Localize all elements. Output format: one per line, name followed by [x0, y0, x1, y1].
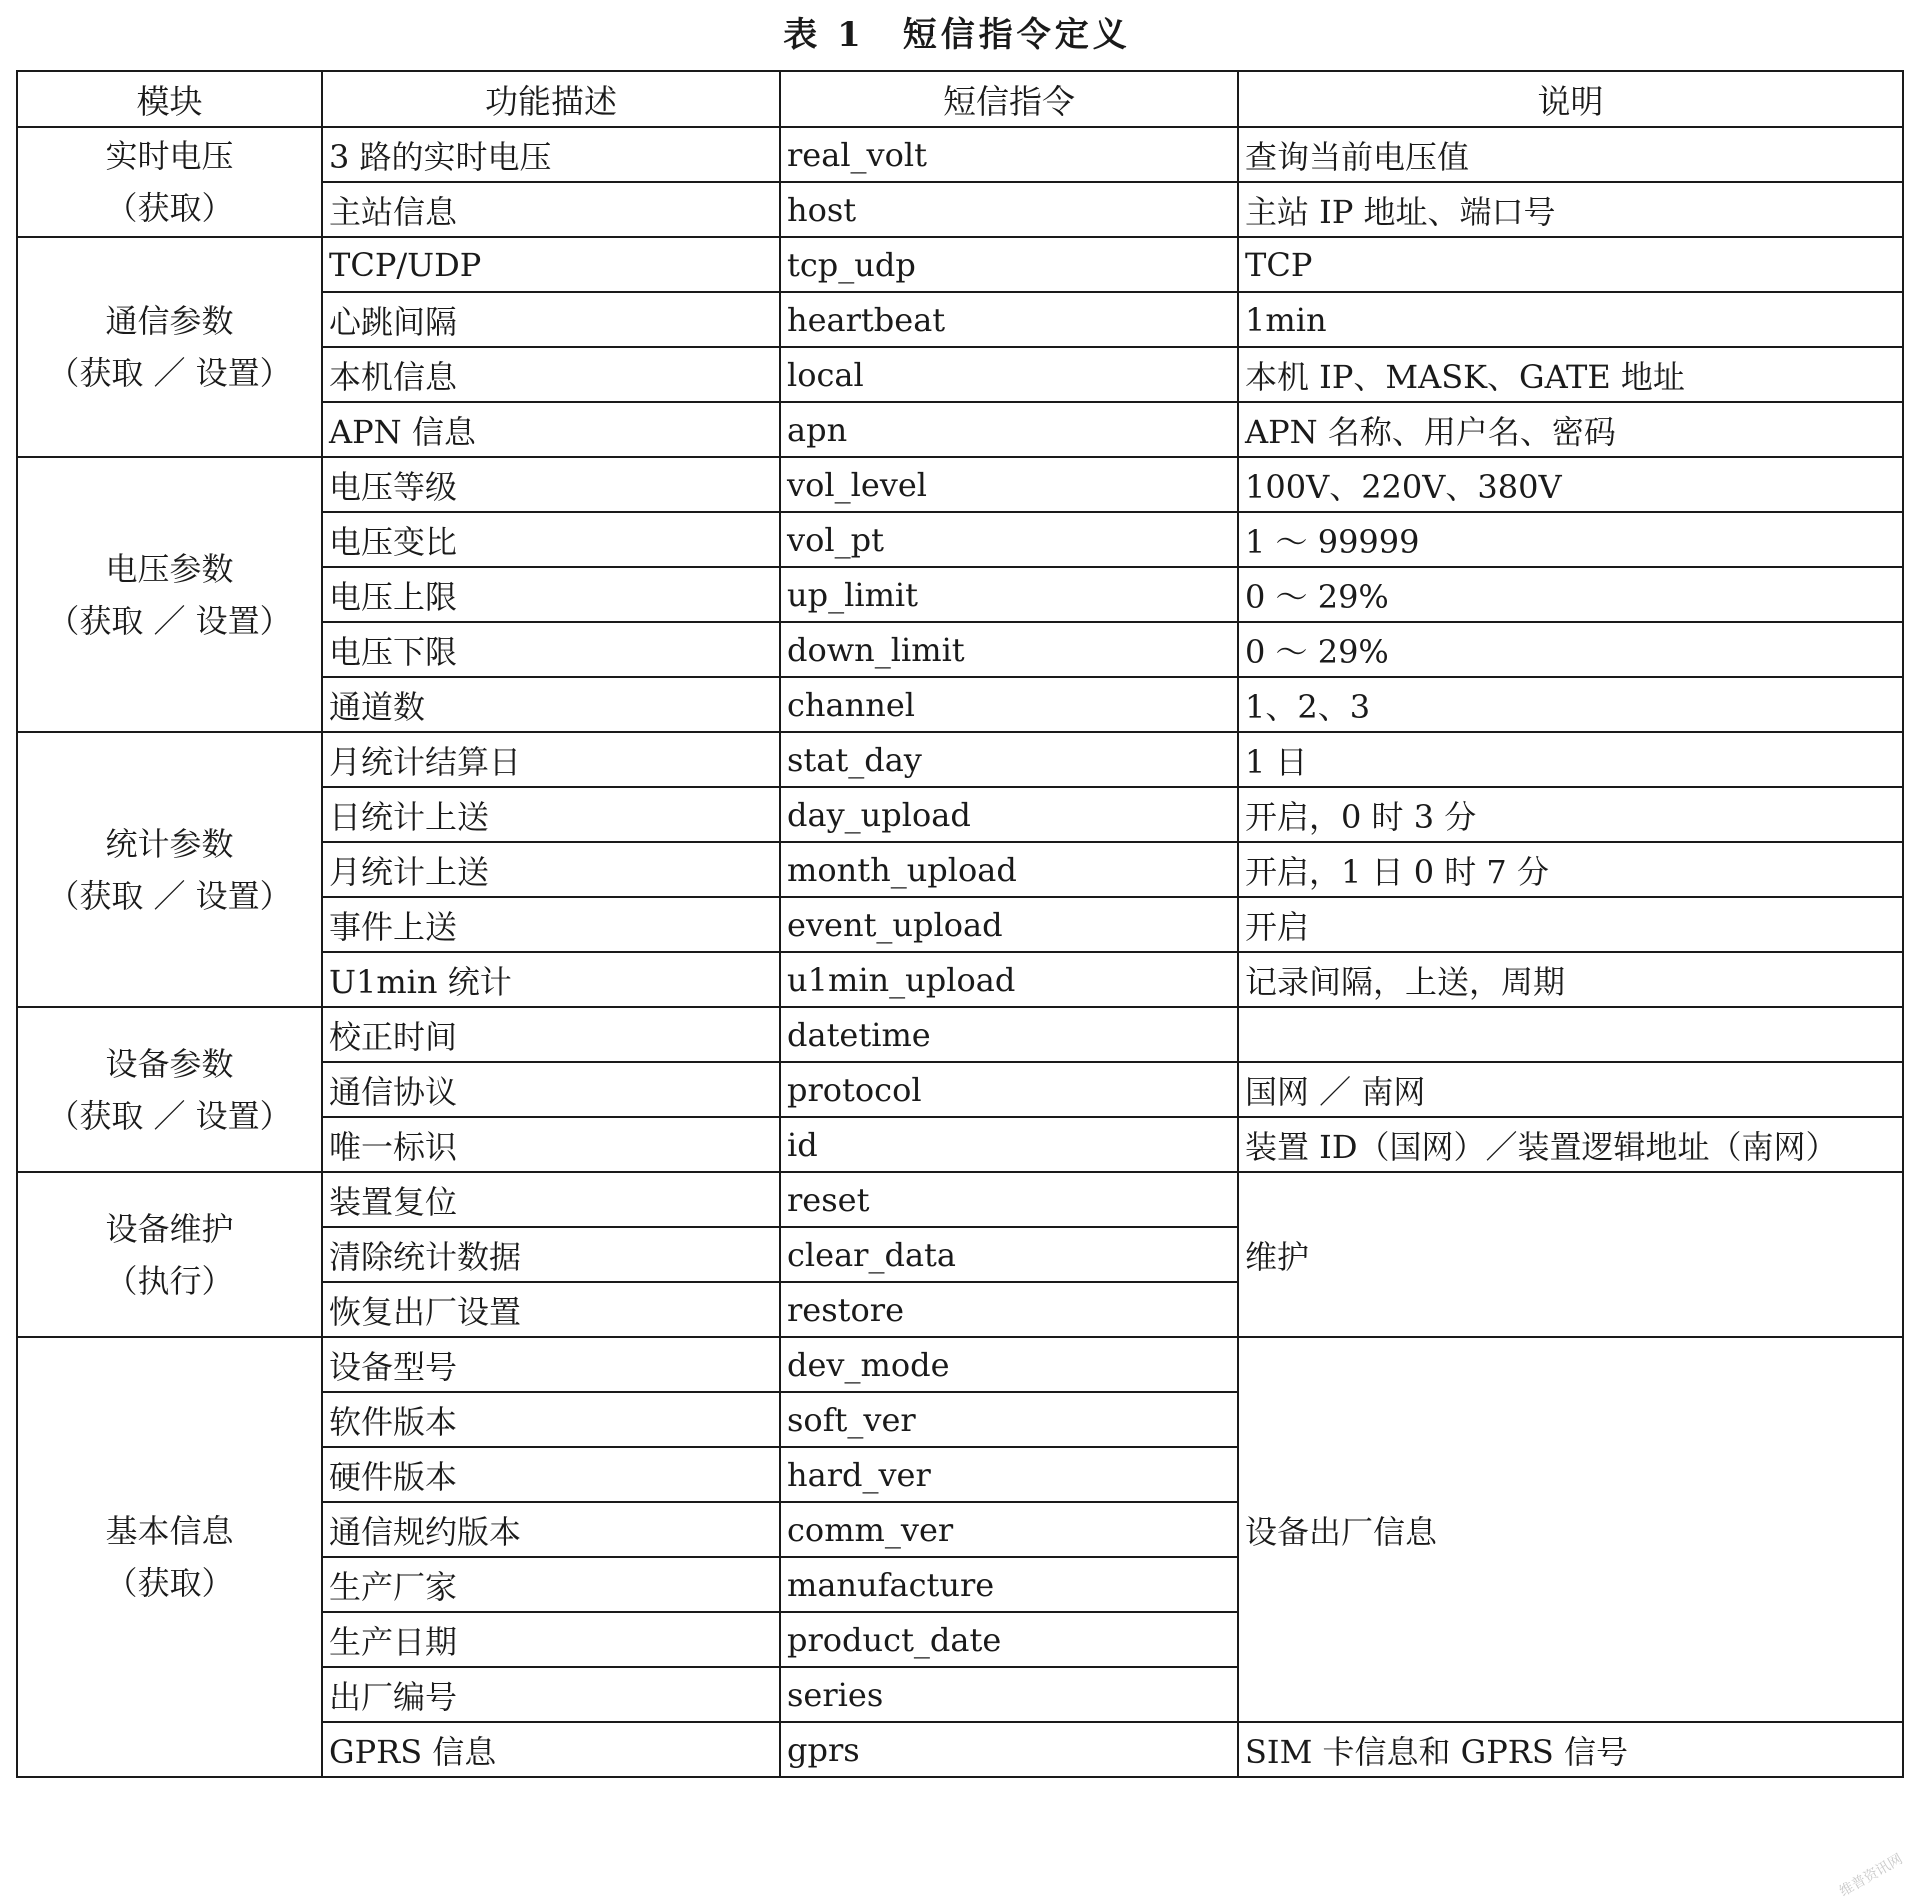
command-cell: dev_mode — [780, 1337, 1238, 1392]
function-cell: 事件上送 — [322, 897, 780, 952]
module-operation: （获取 ／ 设置） — [47, 354, 292, 392]
module-name: 电压参数 — [105, 549, 234, 588]
command-cell: u1min_upload — [780, 952, 1238, 1007]
description-cell-merged: 维护 — [1238, 1172, 1903, 1337]
table-row — [17, 1007, 1903, 1062]
module-cell — [17, 1337, 322, 1777]
command-cell: event_upload — [780, 897, 1238, 952]
command-cell: manufacture — [780, 1557, 1238, 1612]
command-cell: local — [780, 347, 1238, 402]
command-cell: up_limit — [780, 567, 1238, 622]
description-cell: 国网 ／ 南网 — [1238, 1062, 1903, 1117]
command-cell: vol_pt — [780, 512, 1238, 567]
header-module: 模块 — [17, 71, 322, 127]
module-name: 通信参数 — [105, 302, 234, 340]
command-cell: tcp_udp — [780, 237, 1238, 292]
description-cell: 100V、220V、380V — [1238, 457, 1903, 512]
function-cell: 电压上限 — [322, 567, 780, 622]
description-cell: SIM 卡信息和 GPRS 信号 — [1238, 1722, 1903, 1777]
table-body — [17, 127, 1903, 1777]
command-cell: gprs — [780, 1722, 1238, 1777]
function-cell: 电压下限 — [322, 622, 780, 677]
module-operation: （获取 ／ 设置） — [47, 1096, 292, 1135]
function-cell: 月统计结算日 — [322, 732, 780, 787]
description-cell: 开启，1 日 0 时 7 分 — [1238, 842, 1903, 897]
description-cell: 1、2、3 — [1238, 677, 1903, 732]
function-cell: 生产厂家 — [322, 1557, 780, 1612]
function-cell: 本机信息 — [322, 347, 780, 402]
command-cell: series — [780, 1667, 1238, 1722]
command-cell: vol_level — [780, 457, 1238, 512]
table-row — [17, 127, 1903, 182]
function-cell: 校正时间 — [322, 1007, 780, 1062]
command-cell: soft_ver — [780, 1392, 1238, 1447]
header-row — [17, 71, 1903, 127]
module-cell — [17, 1172, 322, 1337]
function-cell: 清除统计数据 — [322, 1227, 780, 1282]
function-cell: 唯一标识 — [322, 1117, 780, 1172]
command-cell: down_limit — [780, 622, 1238, 677]
command-cell: clear_data — [780, 1227, 1238, 1282]
module-name: 统计参数 — [105, 824, 234, 863]
command-cell: reset — [780, 1172, 1238, 1227]
function-cell: 装置复位 — [322, 1172, 780, 1227]
function-cell: 通道数 — [322, 677, 780, 732]
command-cell: datetime — [780, 1007, 1238, 1062]
module-name: 基本信息 — [105, 1512, 234, 1550]
description-cell: 开启，0 时 3 分 — [1238, 787, 1903, 842]
function-cell: 软件版本 — [322, 1392, 780, 1447]
command-cell: apn — [780, 402, 1238, 457]
command-cell: channel — [780, 677, 1238, 732]
function-cell: TCP/UDP — [322, 237, 780, 292]
description-cell: 装置 ID（国网）／装置逻辑地址（南网） — [1238, 1117, 1903, 1172]
function-cell: U1min 统计 — [322, 952, 780, 1007]
module-name: 设备维护 — [105, 1209, 234, 1248]
watermark: 维普资讯网 — [1836, 1851, 1906, 1901]
function-cell: APN 信息 — [322, 402, 780, 457]
description-cell: 1 日 — [1238, 732, 1903, 787]
command-cell: comm_ver — [780, 1502, 1238, 1557]
command-cell: id — [780, 1117, 1238, 1172]
header-command: 短信指令 — [780, 71, 1238, 127]
function-cell: 设备型号 — [322, 1337, 780, 1392]
function-cell: 通信协议 — [322, 1062, 780, 1117]
function-cell: 恢复出厂设置 — [322, 1282, 780, 1337]
function-cell: 心跳间隔 — [322, 292, 780, 347]
function-cell: 硬件版本 — [322, 1447, 780, 1502]
function-cell: 电压等级 — [322, 457, 780, 512]
function-cell: 3 路的实时电压 — [322, 127, 780, 182]
command-cell: heartbeat — [780, 292, 1238, 347]
function-cell: 通信规约版本 — [322, 1502, 780, 1557]
command-cell: day_upload — [780, 787, 1238, 842]
table-container — [16, 70, 1904, 1778]
function-cell: 月统计上送 — [322, 842, 780, 897]
module-cell — [17, 237, 322, 457]
table-caption: 表 1 短信指令定义 — [783, 15, 1131, 55]
description-cell: 1 ～ 99999 — [1238, 512, 1903, 567]
description-cell: 0 ～ 29% — [1238, 567, 1903, 622]
command-cell: host — [780, 182, 1238, 237]
description-cell: 本机 IP、MASK、GATE 地址 — [1238, 347, 1903, 402]
function-cell: 生产日期 — [322, 1612, 780, 1667]
function-cell: 电压变比 — [322, 512, 780, 567]
table-row — [17, 732, 1903, 787]
module-operation: （获取 ／ 设置） — [47, 601, 292, 640]
command-cell: protocol — [780, 1062, 1238, 1117]
module-operation: （获取） — [105, 1564, 234, 1602]
description-cell: TCP — [1238, 237, 1903, 292]
header-description: 说明 — [1238, 71, 1903, 127]
command-cell: hard_ver — [780, 1447, 1238, 1502]
module-name: 设备参数 — [105, 1044, 234, 1083]
table-row — [17, 237, 1903, 292]
table-row — [17, 1172, 1903, 1227]
table-row — [17, 457, 1903, 512]
description-cell: 记录间隔，上送，周期 — [1238, 952, 1903, 1007]
function-cell: 出厂编号 — [322, 1667, 780, 1722]
description-cell: 主站 IP 地址、端口号 — [1238, 182, 1903, 237]
module-cell — [17, 732, 322, 1007]
table-row — [17, 1337, 1903, 1392]
module-cell — [17, 457, 322, 732]
command-cell: real_volt — [780, 127, 1238, 182]
module-cell — [17, 127, 322, 237]
description-cell-merged: 设备出厂信息 — [1238, 1337, 1903, 1722]
module-operation: （获取） — [105, 189, 234, 227]
description-cell — [1238, 1007, 1903, 1062]
command-cell: restore — [780, 1282, 1238, 1337]
function-cell: GPRS 信息 — [322, 1722, 780, 1777]
module-name: 实时电压 — [105, 137, 234, 175]
module-operation: （执行） — [105, 1261, 234, 1300]
module-cell — [17, 1007, 322, 1172]
function-cell: 主站信息 — [322, 182, 780, 237]
header-function: 功能描述 — [322, 71, 780, 127]
function-cell: 日统计上送 — [322, 787, 780, 842]
description-cell: 查询当前电压值 — [1238, 127, 1903, 182]
command-cell: month_upload — [780, 842, 1238, 897]
description-cell: APN 名称、用户名、密码 — [1238, 402, 1903, 457]
module-operation: （获取 ／ 设置） — [47, 876, 292, 915]
command-cell: stat_day — [780, 732, 1238, 787]
sms-command-table — [16, 70, 1904, 1778]
description-cell: 1min — [1238, 292, 1903, 347]
command-cell: product_date — [780, 1612, 1238, 1667]
description-cell: 0 ～ 29% — [1238, 622, 1903, 677]
description-cell: 开启 — [1238, 897, 1903, 952]
